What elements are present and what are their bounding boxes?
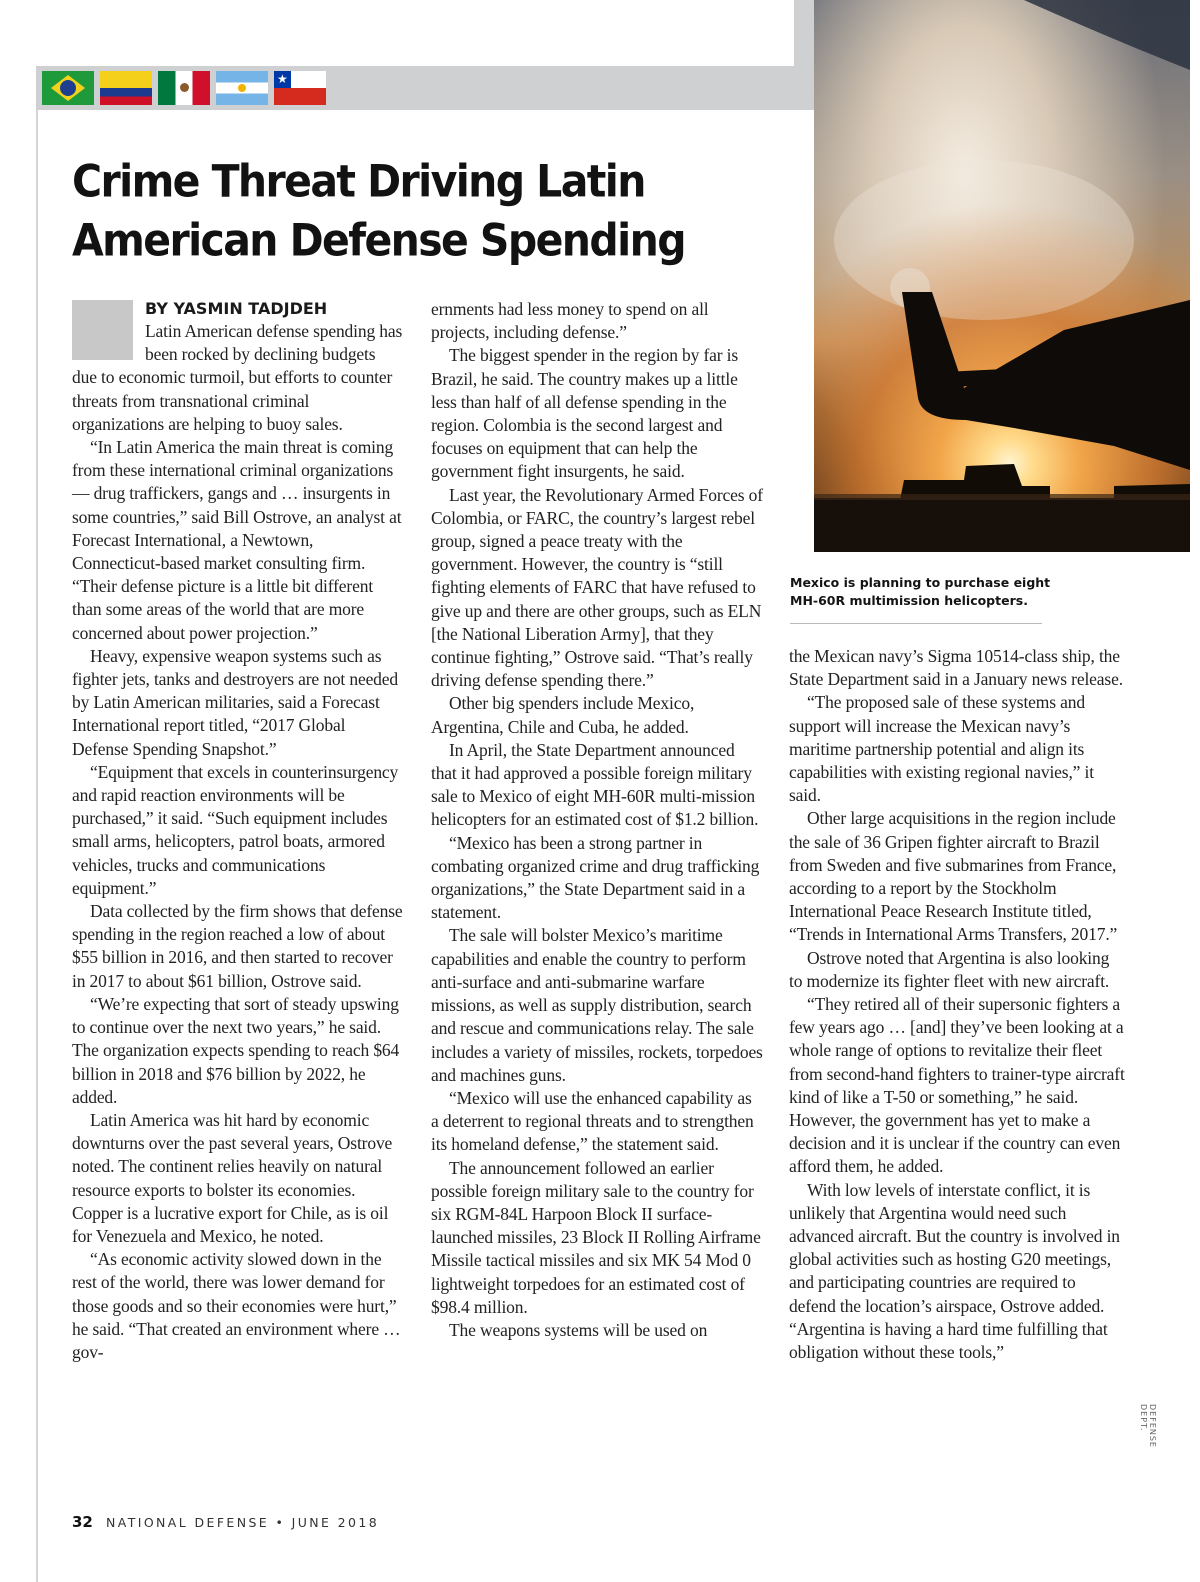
page-number: 32 bbox=[72, 1513, 93, 1531]
paragraph: Data collected by the firm shows that defense spending in the region reached a low of about $55 billion in 2016, and then started to recover in 2017 to about $61 billion, Ostrove said. bbox=[72, 901, 403, 991]
photo-credit: DEFENSE DEPT. bbox=[1139, 1404, 1157, 1448]
paragraph: the Mexican navy’s Sigma 10514-class ship, the State Department said in a January news release. bbox=[789, 646, 1123, 690]
paragraph: The announcement followed an earlier possible foreign military sale to the country for six RGM-84L Harpoon Block II surface-launched missiles, 23 Block II Rolling Airframe Missile tactical missiles and six MK 54 Mod 0 lightweight torpedoes for an estimated cost of $98.4 million. bbox=[431, 1157, 761, 1317]
paragraph: Heavy, expensive weapon systems such as fighter jets, tanks and destroyers are not needed by Latin American militaries, said a Forecast International report titled, “2017 Global Defense Spending Snapshot.” bbox=[72, 645, 399, 759]
colombia-flag-icon bbox=[100, 71, 152, 105]
article-column-2 bbox=[431, 298, 763, 1342]
photo-gutter bbox=[794, 0, 814, 110]
paragraph: The sale will bolster Mexico’s maritime capabilities and enable the country to perform anti-surface and anti-submarine warfare missions, as well as supply distribution, search and rescue and communications relay. The sale includes a variety of missiles, rockets, torpedoes and machines guns. bbox=[431, 925, 763, 1085]
article-column-1 bbox=[72, 298, 404, 1364]
paragraph: In April, the State Department announced that it had approved a possible foreign military sale to Mexico of eight MH-60R multi-mission helicopters for an estimated cost of $1.2 billion. bbox=[431, 739, 759, 830]
paragraph: Other big spenders include Mexico, Argentina, Chile and Cuba, he added. bbox=[431, 693, 695, 737]
paragraph: “We’re expecting that sort of steady upswing to continue over the next two years,” he said. The organization expects spending to reach $64 billion in 2018 and $76 billion by 2022, he added. bbox=[72, 993, 400, 1107]
page-footer bbox=[72, 1512, 379, 1531]
paragraph: “Mexico will use the enhanced capability as a deterrent to regional threats and to strengthen its homeland defense,” the statement said. bbox=[431, 1087, 754, 1155]
publication-info: NATIONAL DEFENSE • JUNE 2018 bbox=[105, 1515, 380, 1530]
paragraph: Latin America was hit hard by economic downturns over the past several years, Ostrove noted. The continent relies heavily on natural resource exports to bolster its economies. Copper is a lucrative export for Chile, as is oil for Venezuela and Mexico, he noted. bbox=[72, 1109, 393, 1246]
paragraph: “As economic activity slowed down in the rest of the world, there was lower demand for those goods and so their economies were hurt,” he said. “That created an environment where … gov- bbox=[72, 1249, 401, 1362]
paragraph: Ostrove noted that Argentina is also looking to modernize its fighter fleet with new aircraft. bbox=[789, 947, 1110, 991]
argentina-flag-icon bbox=[216, 71, 268, 105]
paragraph: “Equipment that excels in counterinsurgency and rapid reaction environments will be purchased,” it said. “Such equipment includes small arms, helicopters, patrol boats, armored vehicles, trucks and communications equipment.” bbox=[72, 761, 399, 898]
caption-divider bbox=[790, 623, 1042, 624]
paragraph: ernments had less money to spend on all projects, including defense.” bbox=[431, 299, 709, 343]
article-column-3 bbox=[789, 645, 1125, 1364]
paragraph: Last year, the Revolutionary Armed Forces of Colombia, or FARC, the country’s largest rebel group, signed a peace treaty with the government. However, the country is “still fighting elements of FARC that have refused to give up and there are other groups, such as ELN [the National Liberation Army], that they continue fighting,” Ostrove said. “That’s really driving defense spending there.” bbox=[431, 484, 763, 691]
paragraph: “They retired all of their supersonic fighters a few years ago … [and] they’ve been looking at a whole range of options to revitalize their fleet from second-hand fighters to trainer-type aircraft kind of like a T-50 or something,” he said. However, the government has yet to make a decision and it is unclear if the country can even afford them, he added. bbox=[789, 994, 1125, 1177]
paragraph: Latin American defense spending has been rocked by declining budgets due to economic turmoil, but efforts to counter threats from transnational criminal organizations are helping to buoy sales. bbox=[72, 321, 403, 434]
paragraph: Other large acquisitions in the region include the sale of 36 Gripen fighter aircraft to Brazil from Sweden and five submarines from France, according to a report by the Stockholm International Peace Research Institute titled, “Trends in International Arms Transfers, 2017.” bbox=[789, 808, 1118, 945]
flag-row bbox=[42, 71, 326, 105]
chile-flag-icon: ★ bbox=[274, 71, 326, 105]
mexico-flag-icon bbox=[158, 71, 210, 105]
brazil-flag-icon bbox=[42, 71, 94, 105]
paragraph: “Mexico has been a strong partner in combating organized crime and drug trafficking organizations,” the State Department said in a statement. bbox=[431, 832, 760, 923]
helicopter-photo bbox=[814, 0, 1190, 552]
paragraph: “The proposed sale of these systems and support will increase the Mexican navy’s maritime partnership potential and align its capabilities with existing regional navies,” it said. bbox=[789, 692, 1094, 806]
photo-caption: Mexico is planning to purchase eight MH-60R multimission helicopters. bbox=[790, 575, 1051, 608]
left-margin-rule bbox=[36, 66, 38, 1582]
paragraph: With low levels of interstate conflict, it is unlikely that Argentina would need such advanced aircraft. But the country is involved in global activities such as hosting G20 meetings, and participating countries are required to defend the location’s airspace, Ostrove added. “Argentina is having a hard time fulfilling that obligation without these tools,” bbox=[789, 1179, 1120, 1363]
paragraph: The biggest spender in the region by far is Brazil, he said. The country makes up a little less than half of all defense spending in the region. Colombia is the second largest and focuses on equipment that can help the government fight insurgents, he said. bbox=[431, 345, 739, 482]
paragraph: The weapons systems will be used on bbox=[449, 1319, 708, 1340]
paragraph: “In Latin America the main threat is coming from these international criminal organizations — drug traffickers, gangs and … insurgents in some countries,” said Bill Ostrove, an analyst at Forecast International, a Newtown, Connecticut-based market consulting firm. “Their defense picture is a little bit different than some areas of the world that are more concerned about power projection.” bbox=[72, 437, 402, 643]
headline: Crime Threat Driving Latin American Defense Spending bbox=[72, 155, 685, 267]
byline: BY YASMIN TADJDEH bbox=[145, 299, 328, 318]
dropcap-placeholder bbox=[72, 300, 133, 360]
